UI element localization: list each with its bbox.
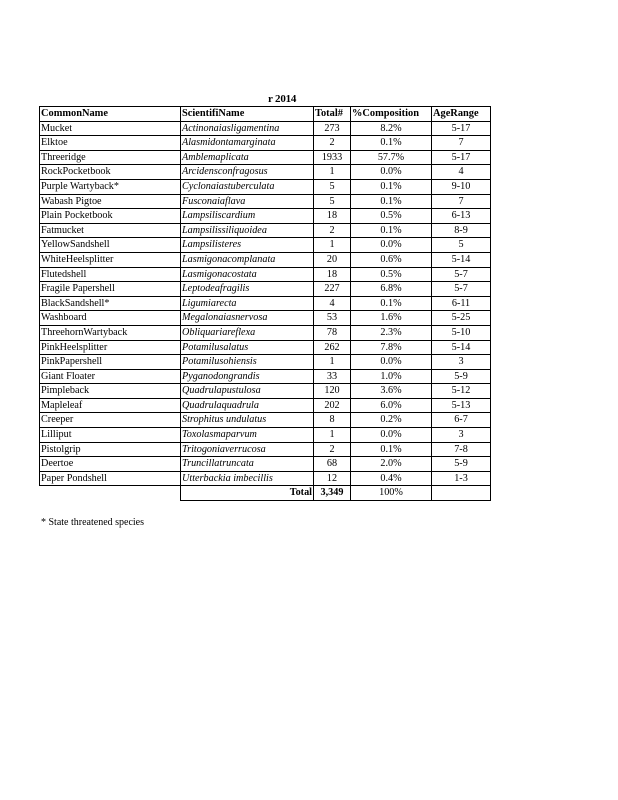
cell-composition: 0.0% [351, 355, 432, 370]
table-row [40, 194, 491, 209]
table-total-row [40, 486, 491, 501]
cell-composition: 0.0% [351, 238, 432, 253]
cell-scientific-name: Amblemaplicata [181, 150, 314, 165]
cell-total-count: 4 [314, 296, 351, 311]
cell-age-range: 5-14 [432, 252, 491, 267]
cell-scientific-name: Ligumiarecta [181, 296, 314, 311]
total-label: Total [181, 486, 314, 501]
cell-scientific-name: Fusconaiaflava [181, 194, 314, 209]
cell-total-count: 1 [314, 238, 351, 253]
cell-composition: 0.0% [351, 428, 432, 443]
cell-composition: 6.0% [351, 398, 432, 413]
cell-age-range: 5-13 [432, 398, 491, 413]
cell-common-name: Mucket [40, 121, 181, 136]
cell-composition: 0.1% [351, 442, 432, 457]
table-row [40, 311, 491, 326]
table-row [40, 369, 491, 384]
cell-age-range: 7 [432, 194, 491, 209]
cell-composition: 1.0% [351, 369, 432, 384]
cell-composition: 7.8% [351, 340, 432, 355]
cell-composition: 0.1% [351, 194, 432, 209]
header-scientific-name: ScientifiName [181, 107, 314, 122]
cell-age-range: 5-9 [432, 369, 491, 384]
cell-scientific-name: Lampsilisteres [181, 238, 314, 253]
total-spacer [40, 486, 181, 501]
cell-scientific-name: Quadrulapustulosa [181, 384, 314, 399]
cell-composition: 0.6% [351, 252, 432, 267]
cell-age-range: 5-14 [432, 340, 491, 355]
total-age-range [432, 486, 491, 501]
table-header-row [40, 107, 491, 122]
table-row [40, 267, 491, 282]
cell-common-name: Mapleleaf [40, 398, 181, 413]
cell-age-range: 6-7 [432, 413, 491, 428]
cell-common-name: Purple Wartyback* [40, 179, 181, 194]
table-row [40, 325, 491, 340]
cell-scientific-name: Lasmigonacostata [181, 267, 314, 282]
cell-composition: 1.6% [351, 311, 432, 326]
cell-age-range: 3 [432, 355, 491, 370]
cell-common-name: YellowSandshell [40, 238, 181, 253]
table-row [40, 209, 491, 224]
cell-composition: 0.0% [351, 165, 432, 180]
cell-age-range: 5-7 [432, 267, 491, 282]
cell-age-range: 6-13 [432, 209, 491, 224]
cell-composition: 0.1% [351, 296, 432, 311]
cell-total-count: 5 [314, 194, 351, 209]
cell-total-count: 2 [314, 442, 351, 457]
table-row [40, 136, 491, 151]
cell-scientific-name: Lampsilissiliquoidea [181, 223, 314, 238]
cell-common-name: Pistolgrip [40, 442, 181, 457]
table-row [40, 457, 491, 472]
table-row [40, 121, 491, 136]
cell-age-range: 7-8 [432, 442, 491, 457]
cell-common-name: Fragile Papershell [40, 282, 181, 297]
table-row [40, 355, 491, 370]
cell-total-count: 33 [314, 369, 351, 384]
cell-total-count: 18 [314, 209, 351, 224]
cell-composition: 0.2% [351, 413, 432, 428]
cell-total-count: 18 [314, 267, 351, 282]
cell-composition: 0.5% [351, 209, 432, 224]
header-composition: %Composition [351, 107, 432, 122]
cell-scientific-name: Actinonaiasligamentina [181, 121, 314, 136]
cell-composition: 3.6% [351, 384, 432, 399]
header-age-range: AgeRange [432, 107, 491, 122]
cell-composition: 57.7% [351, 150, 432, 165]
cell-scientific-name: Tritogoniaverrucosa [181, 442, 314, 457]
cell-common-name: RockPocketbook [40, 165, 181, 180]
cell-total-count: 120 [314, 384, 351, 399]
table-row [40, 442, 491, 457]
cell-common-name: PinkHeelsplitter [40, 340, 181, 355]
total-composition: 100% [351, 486, 432, 501]
cell-common-name: Fatmucket [40, 223, 181, 238]
cell-age-range: 5-12 [432, 384, 491, 399]
cell-scientific-name: Lasmigonacomplanata [181, 252, 314, 267]
table-row [40, 398, 491, 413]
cell-common-name: ThreehornWartyback [40, 325, 181, 340]
cell-common-name: PinkPapershell [40, 355, 181, 370]
table-row [40, 238, 491, 253]
table-body [40, 121, 491, 486]
cell-scientific-name: Utterbackia imbecillis [181, 471, 314, 486]
cell-total-count: 68 [314, 457, 351, 472]
cell-common-name: Paper Pondshell [40, 471, 181, 486]
total-count: 3,349 [314, 486, 351, 501]
cell-scientific-name: Potamilusalatus [181, 340, 314, 355]
table-row [40, 150, 491, 165]
cell-common-name: Flutedshell [40, 267, 181, 282]
cell-total-count: 78 [314, 325, 351, 340]
cell-common-name: Lilliput [40, 428, 181, 443]
cell-total-count: 202 [314, 398, 351, 413]
cell-common-name: Creeper [40, 413, 181, 428]
cell-composition: 8.2% [351, 121, 432, 136]
cell-common-name: BlackSandshell* [40, 296, 181, 311]
cell-age-range: 5-9 [432, 457, 491, 472]
cell-composition: 0.1% [351, 179, 432, 194]
cell-age-range: 1-3 [432, 471, 491, 486]
mussel-species-table [39, 106, 491, 501]
cell-total-count: 1 [314, 428, 351, 443]
cell-total-count: 227 [314, 282, 351, 297]
header-total-count: Total# [314, 107, 351, 122]
cell-age-range: 7 [432, 136, 491, 151]
cell-common-name: Threeridge [40, 150, 181, 165]
cell-total-count: 273 [314, 121, 351, 136]
cell-composition: 0.1% [351, 136, 432, 151]
cell-total-count: 12 [314, 471, 351, 486]
cell-common-name: Washboard [40, 311, 181, 326]
cell-total-count: 53 [314, 311, 351, 326]
cell-scientific-name: Strophitus undulatus [181, 413, 314, 428]
cell-age-range: 5-25 [432, 311, 491, 326]
cell-total-count: 1933 [314, 150, 351, 165]
cell-composition: 6.8% [351, 282, 432, 297]
table-row [40, 282, 491, 297]
cell-scientific-name: Cyclonaiastuberculata [181, 179, 314, 194]
cell-composition: 0.1% [351, 223, 432, 238]
cell-common-name: Deertoe [40, 457, 181, 472]
table-row [40, 296, 491, 311]
table-row [40, 428, 491, 443]
cell-common-name: Giant Floater [40, 369, 181, 384]
cell-composition: 2.0% [351, 457, 432, 472]
cell-age-range: 5-17 [432, 150, 491, 165]
cell-composition: 0.4% [351, 471, 432, 486]
cell-common-name: WhiteHeelsplitter [40, 252, 181, 267]
cell-age-range: 5 [432, 238, 491, 253]
cell-scientific-name: Leptodeafragilis [181, 282, 314, 297]
cell-total-count: 20 [314, 252, 351, 267]
cell-age-range: 6-11 [432, 296, 491, 311]
table-row [40, 413, 491, 428]
table-row [40, 340, 491, 355]
header-common-name: CommonName [40, 107, 181, 122]
cell-total-count: 2 [314, 136, 351, 151]
cell-scientific-name: Arcidensconfragosus [181, 165, 314, 180]
cell-age-range: 3 [432, 428, 491, 443]
cell-scientific-name: Obliquariareflexa [181, 325, 314, 340]
table-row [40, 165, 491, 180]
cell-scientific-name: Quadrulaquadrula [181, 398, 314, 413]
cell-age-range: 5-17 [432, 121, 491, 136]
footnote: * State threatened species [41, 517, 145, 528]
cell-age-range: 4 [432, 165, 491, 180]
cell-scientific-name: Potamilusohiensis [181, 355, 314, 370]
table-row [40, 179, 491, 194]
table-row [40, 252, 491, 267]
cell-age-range: 5-7 [432, 282, 491, 297]
cell-age-range: 5-10 [432, 325, 491, 340]
cell-scientific-name: Megalonaiasnervosa [181, 311, 314, 326]
cell-total-count: 1 [314, 355, 351, 370]
cell-age-range: 9-10 [432, 179, 491, 194]
table-row [40, 384, 491, 399]
cell-scientific-name: Toxolasmaparvum [181, 428, 314, 443]
cell-total-count: 262 [314, 340, 351, 355]
cell-age-range: 8-9 [432, 223, 491, 238]
table-row [40, 223, 491, 238]
cell-common-name: Pimpleback [40, 384, 181, 399]
cell-composition: 2.3% [351, 325, 432, 340]
cell-scientific-name: Alasmidontamarginata [181, 136, 314, 151]
cell-total-count: 5 [314, 179, 351, 194]
cell-scientific-name: Pyganodongrandis [181, 369, 314, 384]
cell-scientific-name: Lampsiliscardium [181, 209, 314, 224]
cell-common-name: Elktoe [40, 136, 181, 151]
cell-scientific-name: Truncillatruncata [181, 457, 314, 472]
cell-common-name: Wabash Pigtoe [40, 194, 181, 209]
table-row [40, 471, 491, 486]
cell-total-count: 2 [314, 223, 351, 238]
table-title: r 2014 [268, 93, 297, 105]
cell-composition: 0.5% [351, 267, 432, 282]
cell-total-count: 1 [314, 165, 351, 180]
cell-common-name: Plain Pocketbook [40, 209, 181, 224]
cell-total-count: 8 [314, 413, 351, 428]
